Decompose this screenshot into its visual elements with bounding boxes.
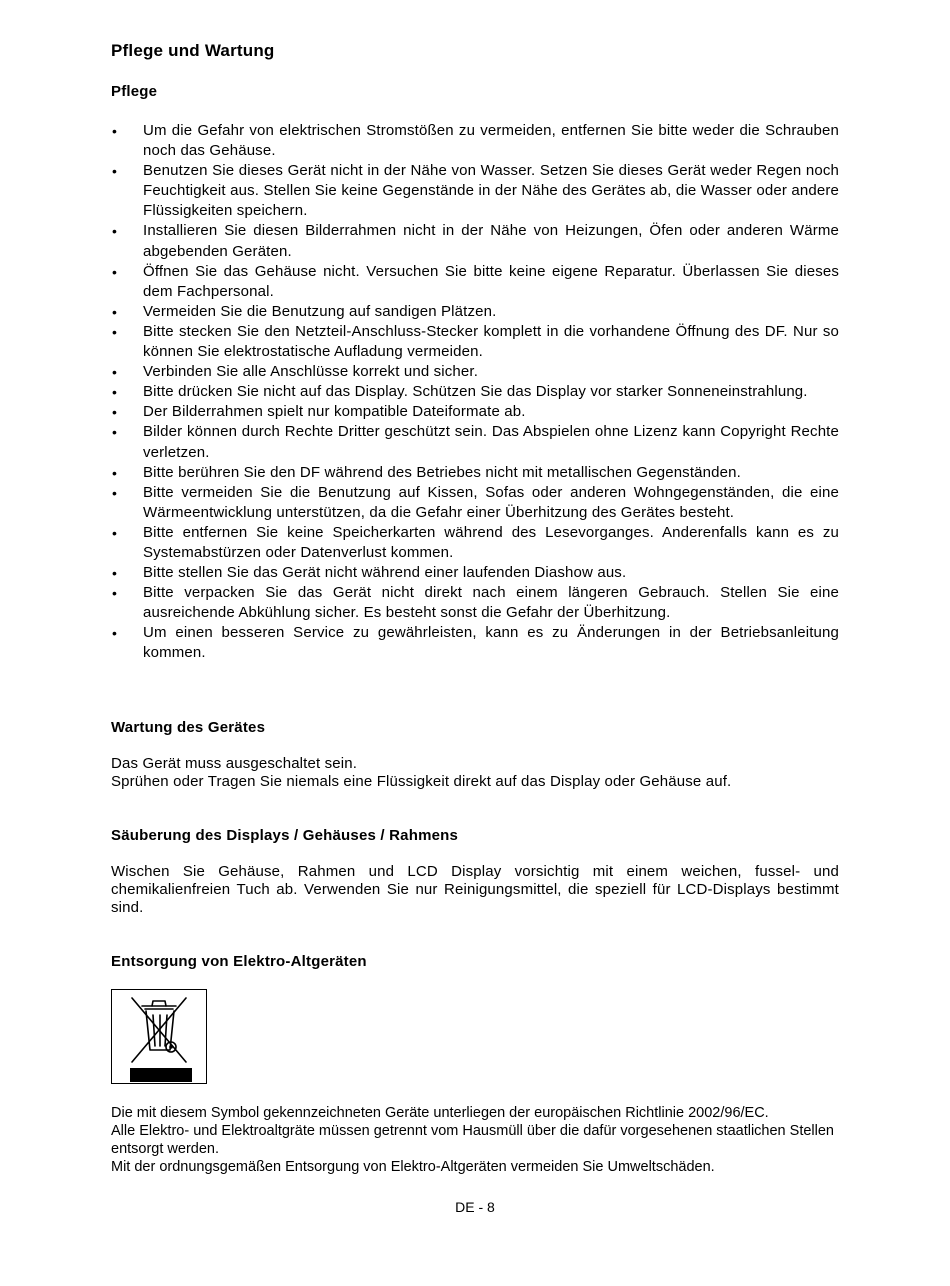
bullet-icon: • [112,424,118,441]
bullet-icon: • [112,585,118,602]
section-heading-pflege: Pflege [111,83,158,100]
list-item-text: Bitte drücken Sie nicht auf das Display. Schützen Sie das Display vor starker Sonneneinstrahlung. [143,383,808,401]
section-heading-saeuberung: Säuberung des Displays / Gehäuses / Rahmens [111,827,459,844]
wartung-line: Das Gerät muss ausgeschaltet sein. [111,755,358,772]
entsorgung-line: Mit der ordnungsgemäßen Entsorgung von Elektro-Altgeräten vermeiden Sie Umweltschäden. [111,1159,715,1175]
bullet-icon: • [112,464,118,481]
list-item-text: Öffnen Sie das Gehäuse nicht. Versuchen Sie bitte keine eigene Reparatur. Überlassen Sie dieses dem Fachpersonal. [143,262,839,300]
list-item [111,623,839,663]
list-item [111,422,839,462]
bullet-icon: • [112,123,118,139]
page-number: DE - 8 [455,1199,495,1215]
crossed-out-wheelie-bin-icon [111,989,207,1084]
list-item [111,362,839,382]
list-item-text: Bitte verpacken Sie das Gerät nicht direkt nach einem längeren Gebrauch. Stellen Sie eine ausreichende Abkühlung sicher. Es besteht sonst die Gefahr der Überhitzung. [143,584,839,622]
list-item-text: Bitte stellen Sie das Gerät nicht während einer laufenden Diashow aus. [143,564,627,582]
list-item [111,322,839,362]
list-item-text: Benutzen Sie dieses Gerät nicht in der Nähe von Wasser. Setzen Sie dieses Gerät weder Regen noch Feuchtigkeit aus. Stellen Sie keine Gegenstände in der Nähe des Gerätes ab, die Wasser oder andere Flüssigkeiten speichern. [143,162,839,220]
list-item [111,583,839,623]
bullet-icon: • [112,404,118,421]
list-item-text: Bitte vermeiden Sie die Benutzung auf Kissen, Sofas oder anderen Wohngegenständen, die eine Wärmeentwicklung unterstützen, da die Gefahr einer Überhitzung des Gerätes besteht. [143,483,839,521]
section-heading-entsorgung: Entsorgung von Elektro-Altgeräten [111,953,367,970]
section-heading-wartung: Wartung des Gerätes [111,719,266,736]
list-item-text: Vermeiden Sie die Benutzung auf sandigen Plätzen. [143,302,497,320]
list-item [111,563,839,583]
list-item [111,483,839,523]
list-item [111,523,839,563]
entsorgung-paragraph [111,1104,839,1176]
bullet-icon: • [112,163,118,180]
list-item [111,262,839,302]
list-item-text: Bilder können durch Rechte Dritter geschützt sein. Das Abspielen ohne Lizenz kann Copyright Rechte verletzen. [143,423,839,461]
list-item [111,463,839,483]
saeuberung-paragraph: Wischen Sie Gehäuse, Rahmen und LCD Display vorsichtig mit einem weichen, fussel- und chemikalienfreien Tuch ab. Verwenden Sie nur Reinigungsmittel, die speziell für LCD-Displays bestimmt sind. [111,863,839,916]
bullet-icon: • [112,524,118,541]
list-item [111,302,839,322]
entsorgung-line: Alle Elektro- und Elektroaltgräte müssen getrennt vom Hausmüll über die dafür vorgesehenen staatlichen Stellen entsorgt werden. [111,1123,834,1157]
wartung-line: Sprühen oder Tragen Sie niemals eine Flüssigkeit direkt auf das Display oder Gehäuse auf. [111,773,732,790]
list-item [111,382,839,402]
bullet-icon: • [112,384,118,401]
entsorgung-line: Die mit diesem Symbol gekennzeichneten Geräte unterliegen der europäischen Richtlinie 2002/96/EC. [111,1105,769,1121]
bullet-icon: • [112,484,118,501]
list-item-text: Bitte berühren Sie den DF während des Betriebes nicht mit metallischen Gegenständen. [143,463,741,481]
bullet-icon: • [112,364,118,381]
list-item [111,161,839,221]
wartung-paragraph [111,755,839,791]
bullet-icon: • [112,303,118,320]
bullet-icon: • [112,565,118,582]
list-item [111,221,839,261]
list-item-text: Der Bilderrahmen spielt nur kompatible Dateiformate ab. [143,403,526,421]
list-item-text: Bitte entfernen Sie keine Speicherkarten während des Lesevorganges. Anderenfalls kann es zu Systemabstürzen oder Datenverlust kommen. [143,523,839,561]
list-item [111,121,839,161]
care-bullet-list [111,121,839,664]
bullet-icon: • [112,323,118,340]
bullet-icon: • [112,263,118,280]
list-item-text: Installieren Sie diesen Bilderrahmen nicht in der Nähe von Heizungen, Öfen oder anderen Wärme abgebenden Geräten. [143,222,839,260]
list-item-text: Bitte stecken Sie den Netzteil-Anschluss-Stecker komplett in die vorhandene Öffnung des DF. Nur so können Sie elektrostatische Aufladung vermeiden. [143,322,839,361]
page-title: Pflege und Wartung [111,41,275,60]
list-item [111,402,839,422]
list-item-text: Verbinden Sie alle Anschlüsse korrekt und sicher. [143,363,479,381]
bullet-icon: • [112,625,118,642]
list-item-text: Um einen besseren Service zu gewährleisten, kann es zu Änderungen in der Betriebsanleitung kommen. [143,624,839,662]
list-item-text: Um die Gefahr von elektrischen Stromstößen zu vermeiden, entfernen Sie bitte weder die Schrauben noch das Gehäuse. [143,122,839,160]
bullet-icon: • [112,223,118,240]
